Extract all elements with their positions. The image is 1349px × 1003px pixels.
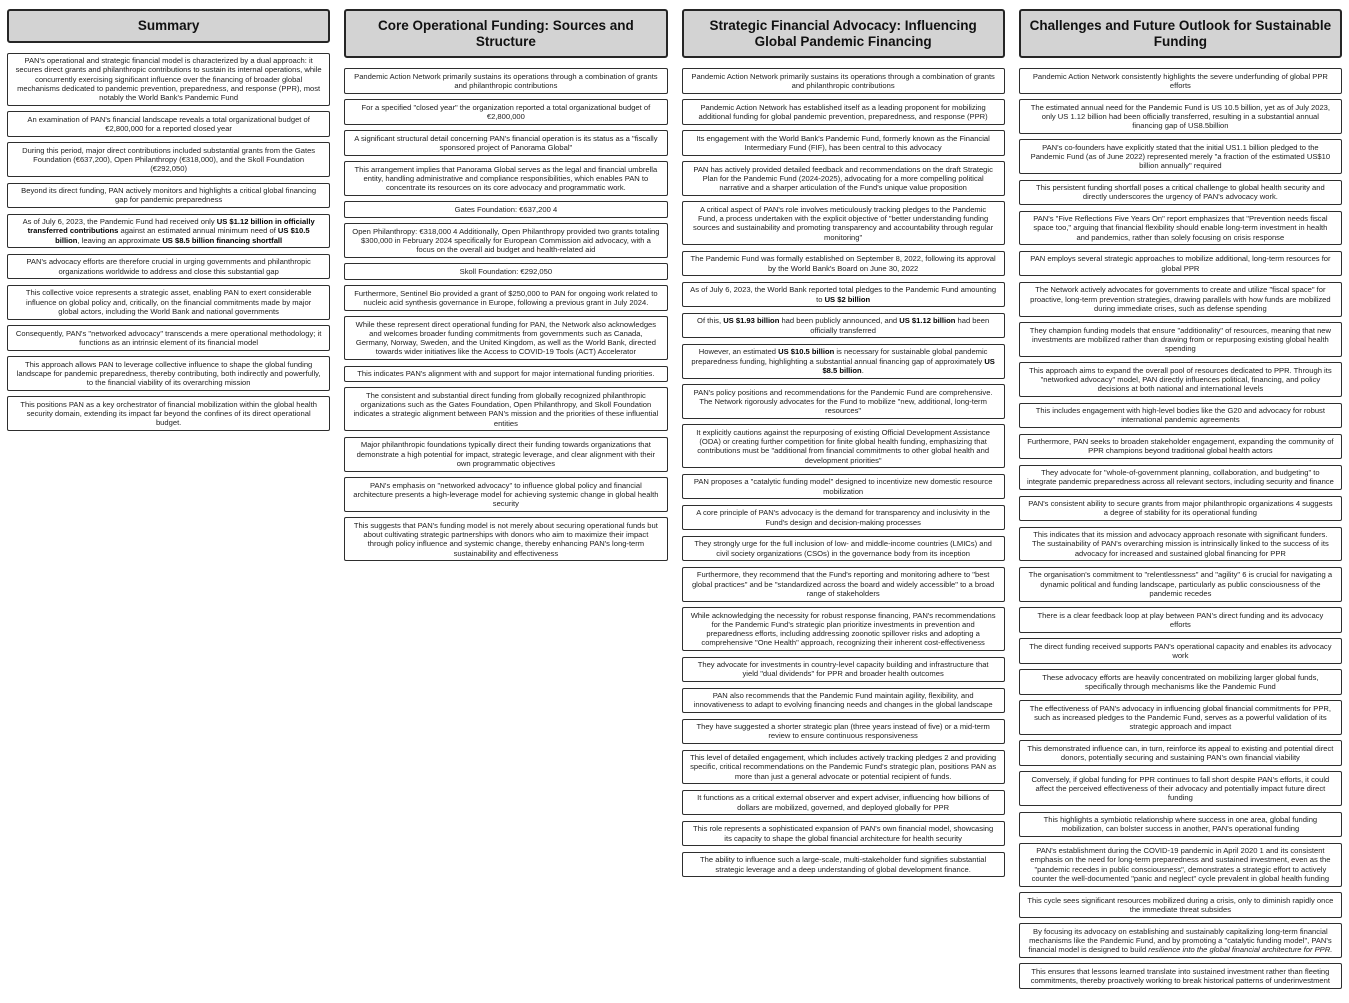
- text-box: Pandemic Action Network primarily sustains its operations through a combination of grants and philanthropic contributions: [682, 68, 1005, 94]
- text-box: PAN's emphasis on "networked advocacy" to influence global policy and financial architecture presents a high-leverage model for achieving systemic change in global health security: [344, 477, 667, 512]
- text-box: However, an estimated US $10.5 billion is necessary for sustainable global pandemic preparedness funding, highlighting a substantial annual financing gap of approximately US $8.5 billion.: [682, 344, 1005, 379]
- text-box: PAN has actively provided detailed feedback and recommendations on the draft Strategic Plan for the Pandemic Fund (2024-2025), advocating for a more compelling political narrative and a sharper articulation of the Fund's unique value proposition: [682, 161, 1005, 196]
- text-box: This indicates that its mission and advocacy approach resonate with significant funders. The sustainability of PAN's overarching mission is intrinsically linked to the success of its advocacy for increased and sustained global financing for PPR: [1019, 527, 1342, 562]
- text-box: Furthermore, they recommend that the Fund's reporting and monitoring adhere to "best global practices" and be "standardized across the board and widely accessible" to a broad range of stakeholders: [682, 567, 1005, 602]
- text-box: This approach allows PAN to leverage collective influence to shape the global funding landscape for pandemic preparedness, thereby contributing, both indirectly and powerfully, to the financial viability of its overarching mission: [7, 356, 330, 391]
- text-box: PAN's co-founders have explicitly stated that the initial US1.1 billion pledged to the Pandemic Fund (as of June 2022) represented merely "a fraction of the estimated US$10 billion annually" required: [1019, 139, 1342, 174]
- text-box: As of July 6, 2023, the Pandemic Fund had received only US $1.12 billion in officially transferred contributions against an estimated annual minimum need of US $10.5 billion, leaving an approximate US $8.5 billion financing shortfall: [7, 214, 330, 249]
- text-box: This cycle sees significant resources mobilized during a crisis, only to diminish rapidly once the immediate threat subsides: [1019, 892, 1342, 918]
- text-box: They champion funding models that ensure "additionality" of resources, meaning that new investments are mobilized rather than drawing from or repurposing existing global health spending: [1019, 322, 1342, 357]
- text-box: This level of detailed engagement, which includes actively tracking pledges 2 and providing specific, critical recommendations on the Pandemic Fund's strategic plan, positions PAN as more than just a general advocate or potential recipient of funds.: [682, 750, 1005, 785]
- text-box: The effectiveness of PAN's advocacy in influencing global financial commitments for PPR, such as increased pledges to the Pandemic Fund, serves as a powerful validation of its strategic approach and impact: [1019, 700, 1342, 735]
- text-box: PAN's establishment during the COVID-19 pandemic in April 2020 1 and its consistent emphasis on the need for long-term preparedness and sustained investment, even as the "pandemic recedes in public consciousness", demonstrates a strategic effort to actively counter the well-documented "panic and neglect" cycle prevalent in global health funding: [1019, 843, 1342, 887]
- text-box: Furthermore, PAN seeks to broaden stakeholder engagement, expanding the community of PPR champions beyond traditional global health actors: [1019, 434, 1342, 460]
- text-box: They advocate for "whole-of-government planning, collaboration, and budgeting" to integrate pandemic preparedness across all relevant sectors, including security and finance: [1019, 465, 1342, 491]
- text-box: PAN proposes a "catalytic funding model" designed to incentivize new domestic resource mobilization: [682, 474, 1005, 500]
- text-box: This positions PAN as a key orchestrator of financial mobilization within the global health security domain, extending its impact far beyond the confines of its direct operational budget.: [7, 396, 330, 431]
- text-box: PAN's advocacy efforts are therefore crucial in urging governments and philanthropic organizations worldwide to address and close this substantial gap: [7, 254, 330, 280]
- text-box: It functions as a critical external observer and expert adviser, influencing how billions of dollars are mobilized, governed, and deployed globally for PPR: [682, 790, 1005, 816]
- text-box: This demonstrated influence can, in turn, reinforce its appeal to existing and potential direct donors, potentially securing and sustaining PAN's own financial viability: [1019, 740, 1342, 766]
- text-box: Its engagement with the World Bank's Pandemic Fund, formerly known as the Financial Intermediary Fund (FIF), has been central to this advocacy: [682, 130, 1005, 156]
- text-box: For a specified "closed year" the organization reported a total organizational budget of €2,800,000: [344, 99, 667, 125]
- text-box: Pandemic Action Network has established itself as a leading proponent for mobilizing additional funding for global pandemic prevention, preparedness, and response (PPR): [682, 99, 1005, 125]
- text-box: A critical aspect of PAN's role involves meticulously tracking pledges to the Pandemic Fund, a process undertaken with the explicit objective of "better understanding funding sources and sustainability and promoting transparency and accountability through regular monitoring": [682, 201, 1005, 245]
- text-box: PAN's policy positions and recommendations for the Pandemic Fund are comprehensive. The Network rigorously advocates for the Fund to mobilize "new, additional, long-term resources": [682, 384, 1005, 419]
- text-box: A core principle of PAN's advocacy is the demand for transparency and inclusivity in the Fund's design and decision-making processes: [682, 505, 1005, 531]
- text-box: The estimated annual need for the Pandemic Fund is US 10.5 billion, yet as of July 2023, only US 1.12 billion had been officially transferred, resulting in a substantial annual financing gap of US8.5billion: [1019, 99, 1342, 134]
- text-box: PAN employs several strategic approaches to mobilize additional, long-term resources for global PPR: [1019, 251, 1342, 277]
- column-strategic-financial-advocacy: [682, 9, 1005, 883]
- text-box: They advocate for investments in country-level capacity building and infrastructure that yield "dual dividends" for PPR and broader health outcomes: [682, 657, 1005, 683]
- text-box: Of this, US $1.93 billion had been publicly announced, and US $1.12 billion had been officially transferred: [682, 313, 1005, 339]
- text-box: PAN's consistent ability to secure grants from major philanthropic organizations 4 suggests a degree of stability for its operational funding: [1019, 496, 1342, 522]
- text-box: This role represents a sophisticated expansion of PAN's own financial model, showcasing its capacity to shape the global financial architecture for health security: [682, 821, 1005, 847]
- column-summary: [7, 9, 330, 437]
- text-box: Furthermore, Sentinel Bio provided a grant of $250,000 to PAN for ongoing work related to nucleic acid synthesis governance in Europe, following a previous grant in July 2024.: [344, 285, 667, 311]
- text-box: This arrangement implies that Panorama Global serves as the legal and financial umbrella entity, handling administrative and compliance responsibilities, which enables PAN to concentrate its resources on its core advocacy and programmatic work.: [344, 161, 667, 196]
- text-box: Conversely, if global funding for PPR continues to fall short despite PAN's efforts, it could affect the perceived effectiveness of their advocacy and potentially impact future direct funding: [1019, 771, 1342, 806]
- text-box: PAN also recommends that the Pandemic Fund maintain agility, flexibility, and innovativeness to adapt to evolving financing needs and changes in the global landscape: [682, 688, 1005, 714]
- text-box: An examination of PAN's financial landscape reveals a total organizational budget of €2,800,000 for a reported closed year: [7, 111, 330, 137]
- text-box: By focusing its advocacy on establishing and sustainably capitalizing long-term financial mechanisms like the Pandemic Fund, and by promoting a "catalytic funding model", PAN's financial model is designed to build resilience into the global financial architecture for PPR.: [1019, 923, 1342, 958]
- text-box: Open Philanthropy: €318,000 4 Additionally, Open Philanthropy provided two grants totaling $300,000 in February 2024 specifically for European Commission aid advocacy, with a focus on the overall aid budget and health-related aid: [344, 223, 667, 258]
- text-box: The direct funding received supports PAN's operational capacity and enables its advocacy work: [1019, 638, 1342, 664]
- text-box: PAN's "Five Reflections Five Years On" report emphasizes that "Prevention needs fiscal space too," arguing that financial flexibility should enable long-term investment in health and pandemics, rather than solely focusing on crisis response: [1019, 211, 1342, 246]
- text-box: Consequently, PAN's "networked advocacy" transcends a mere operational methodology; it functions as an intrinsic element of its financial model: [7, 325, 330, 351]
- text-box: This ensures that lessons learned translate into sustained investment rather than fleeting commitments, thereby proactively working to break historical patterns of underinvestment: [1019, 963, 1342, 989]
- text-box: This collective voice represents a strategic asset, enabling PAN to exert considerable influence on global policy and, critically, on the financial commitments made by major global actors, including the World Bank and national governments: [7, 285, 330, 320]
- text-box: Skoll Foundation: €292,050: [344, 263, 667, 279]
- text-box: While acknowledging the necessity for robust response financing, PAN's recommendations for the Pandemic Fund's strategic plan prioritize investments in prevention and preparedness efforts, including addressing zoonotic spillover risks and adopting a comprehensive "One Health" approach, recognizing their inherent cost-effectiveness: [682, 607, 1005, 651]
- text-box: The Pandemic Fund was formally established on September 8, 2022, following its approval by the World Bank's Board on June 30, 2022: [682, 251, 1005, 277]
- text-box: The organisation's commitment to "relentlessness" and "agility" 6 is crucial for navigating a dynamic political and funding landscape, particularly as public consciousness of the pandemic recedes: [1019, 567, 1342, 602]
- column-challenges-future-outlook: [1019, 9, 1342, 994]
- text-box: Beyond its direct funding, PAN actively monitors and highlights a critical global financing gap for pandemic preparedness: [7, 183, 330, 209]
- column-header: Challenges and Future Outlook for Sustainable Funding: [1019, 9, 1342, 58]
- text-box: This persistent funding shortfall poses a critical challenge to global health security and directly underscores the urgency of PAN's advocacy work.: [1019, 180, 1342, 206]
- text-box: The Network actively advocates for governments to create and utilize "fiscal space" for proactive, long-term prevention strategies, drawing parallels with how funds are mobilized during immediate crises, such as defense spending: [1019, 282, 1342, 317]
- text-box: While these represent direct operational funding for PAN, the Network also acknowledges and welcomes broader funding commitments from governments such as Canada, Germany, Norway, Sweden, and the United Kingdom, as well as the World Bank, directed towards wider initiatives like the Access to COVID-19 Tools (ACT) Accelerator: [344, 316, 667, 360]
- text-box: Pandemic Action Network consistently highlights the severe underfunding of global PPR efforts: [1019, 68, 1342, 94]
- text-box: This suggests that PAN's funding model is not merely about securing operational funds but about cultivating strategic partnerships with donors who aim to maximize their impact through policy influence and systemic change, thereby enhancing PAN's long-term sustainability and effectiveness: [344, 517, 667, 561]
- text-box: Pandemic Action Network primarily sustains its operations through a combination of grants and philanthropic contributions: [344, 68, 667, 94]
- text-box: PAN's operational and strategic financial model is characterized by a dual approach: it secures direct grants and philanthropic contributions to sustain its internal operations, while concurrently exercising significant influence over the financing of broader global mechanisms dedicated to pandemic prevention, preparedness, and response (PPR), most notably the World Bank's Pandemic Fund: [7, 53, 330, 106]
- text-box: Gates Foundation: €637,200 4: [344, 201, 667, 217]
- text-box: They strongly urge for the full inclusion of low- and middle-income countries (LMICs) and civil society organizations (CSOs) in the governance body from its inception: [682, 536, 1005, 562]
- text-box: There is a clear feedback loop at play between PAN's direct funding and its advocacy efforts: [1019, 607, 1342, 633]
- text-box: This includes engagement with high-level bodies like the G20 and advocacy for robust international pandemic agreements: [1019, 403, 1342, 429]
- text-box: This approach aims to expand the overall pool of resources dedicated to PPR. Through its "networked advocacy" model, PAN directly influences political, financing, and policy decisions at both national and international levels: [1019, 362, 1342, 397]
- text-box: They have suggested a shorter strategic plan (three years instead of five) or a mid-term review to ensure continuous responsiveness: [682, 719, 1005, 745]
- text-box: As of July 6, 2023, the World Bank reported total pledges to the Pandemic Fund amounting to US $2 billion: [682, 282, 1005, 308]
- text-box: The ability to influence such a large-scale, multi-stakeholder fund signifies substantial strategic leverage and a deep understanding of global development finance.: [682, 852, 1005, 878]
- column-core-operational-funding: [344, 9, 667, 567]
- text-box: These advocacy efforts are heavily concentrated on mobilizing larger global funds, specifically through mechanisms like the Pandemic Fund: [1019, 669, 1342, 695]
- text-box: This highlights a symbiotic relationship where success in one area, global funding mobilization, can bolster success in another, PAN's operational funding: [1019, 812, 1342, 838]
- text-box: It explicitly cautions against the repurposing of existing Official Development Assistance (ODA) or creating further competition for finite global health funding, emphasizing that contributions must be "additional from financial commitments to other global health and development priorities": [682, 424, 1005, 468]
- text-box: The consistent and substantial direct funding from globally recognized philanthropic organizations such as the Gates Foundation, Open Philanthropy, and Skoll Foundation indicates a strategic alignment between PAN's mission and the priorities of these influential entities: [344, 387, 667, 431]
- column-header: Strategic Financial Advocacy: Influencing Global Pandemic Financing: [682, 9, 1005, 58]
- text-box: This indicates PAN's alignment with and support for major international funding priorities.: [344, 366, 667, 382]
- column-header: Summary: [7, 9, 330, 43]
- text-box: Major philanthropic foundations typically direct their funding towards organizations that demonstrate a high potential for impact, strategic leverage, and clear alignment with their own programmatic objectives: [344, 437, 667, 472]
- text-box: During this period, major direct contributions included substantial grants from the Gates Foundation (€637,200), Open Philanthropy (€318,000), and the Skoll Foundation (€292,050): [7, 142, 330, 177]
- text-box: A significant structural detail concerning PAN's financial operation is its status as a "fiscally sponsored project of Panorama Global": [344, 130, 667, 156]
- column-header: Core Operational Funding: Sources and Structure: [344, 9, 667, 58]
